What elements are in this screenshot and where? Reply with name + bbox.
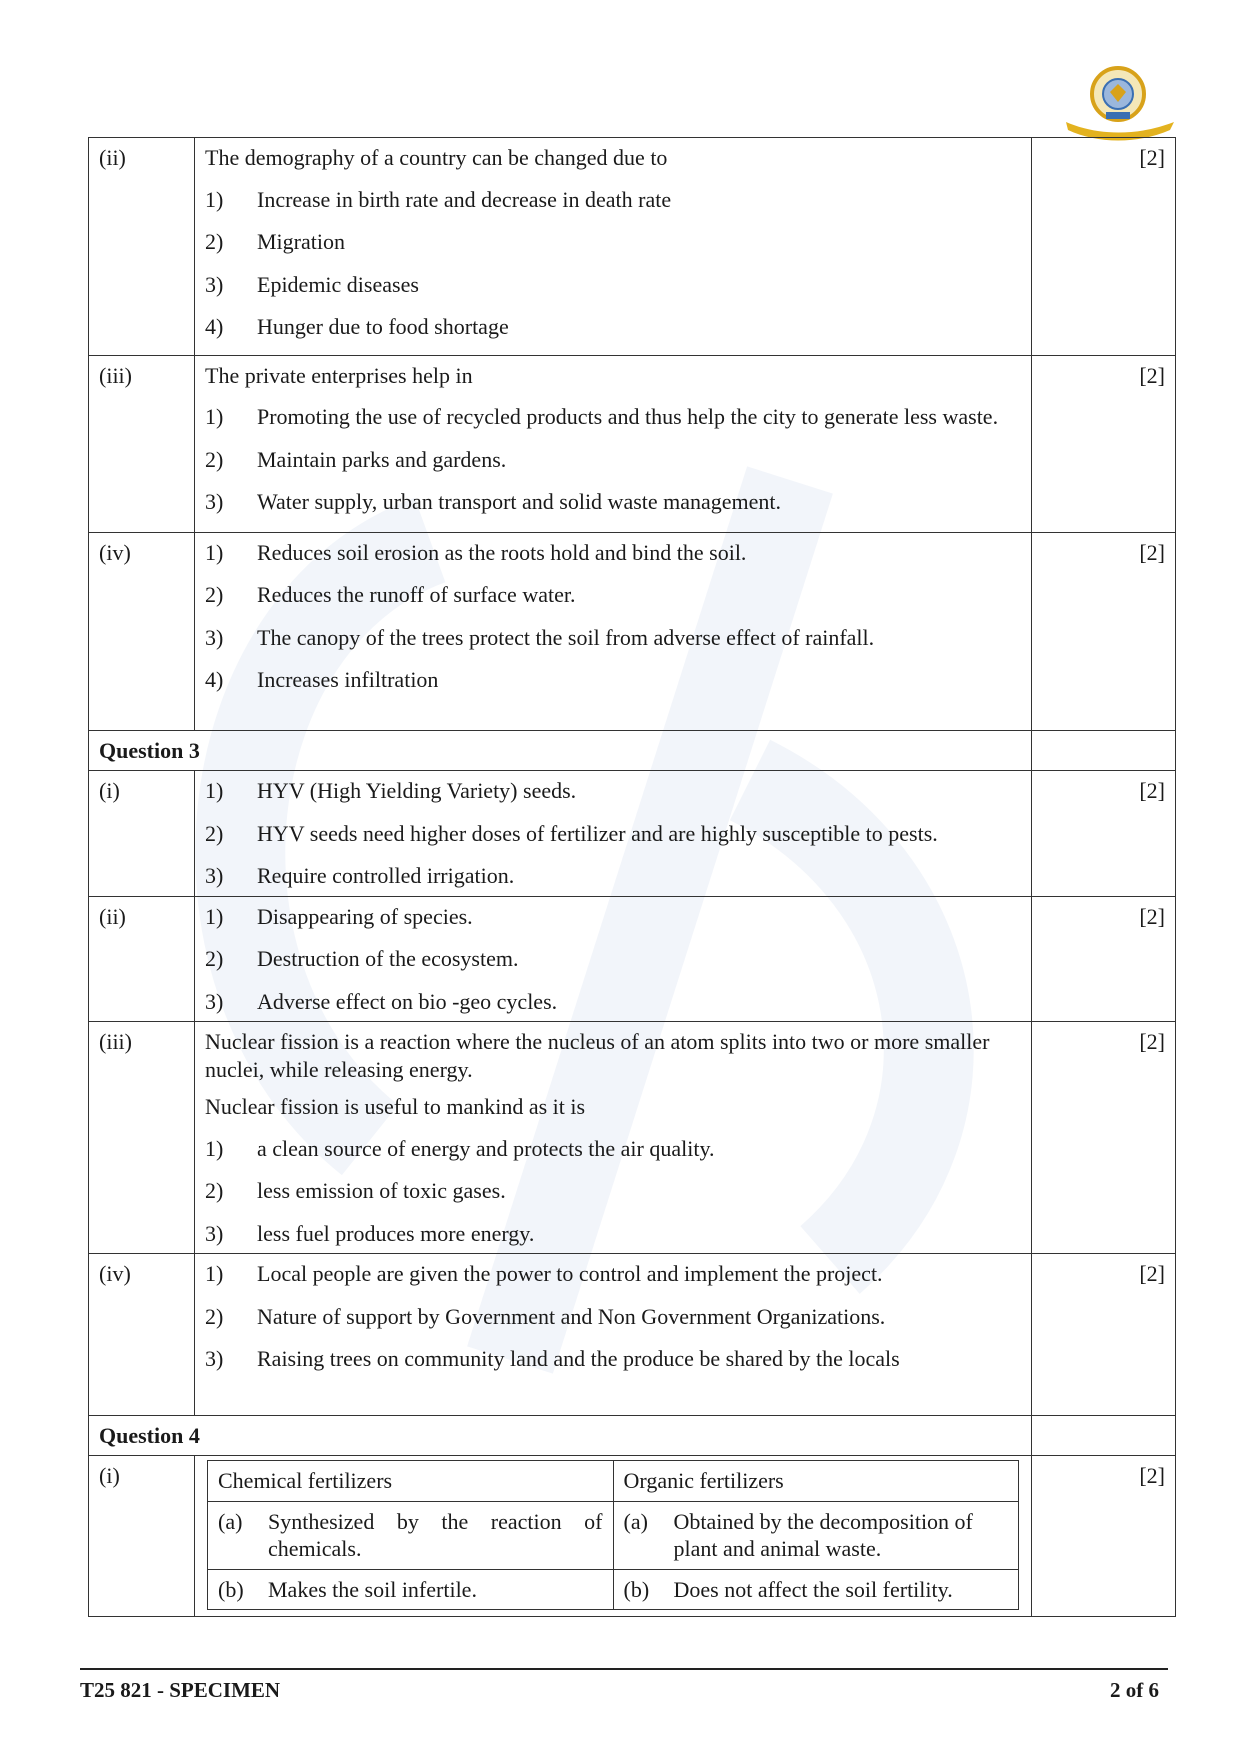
- answer-item: 1) Reduces soil erosion as the roots hold and bind the soil.: [205, 539, 747, 565]
- answer-list: [205, 777, 1021, 890]
- marks: [2]: [1032, 355, 1176, 532]
- answer-row: [89, 1456, 1176, 1617]
- answer-item: 2) Maintain parks and gardens.: [205, 446, 507, 472]
- subquestion-number: (ii): [89, 896, 195, 1022]
- marks: [2]: [1032, 1254, 1176, 1416]
- item-text: Makes the soil infertile.: [268, 1576, 477, 1602]
- subquestion-number: (iii): [89, 1022, 195, 1254]
- comparison-cell: [208, 1569, 614, 1610]
- answer-item: 2) Reduces the runoff of surface water.: [205, 582, 576, 607]
- item-text: Obtained by the decomposition of plant and animal waste.: [673, 1508, 973, 1561]
- answer-row: [89, 1022, 1176, 1254]
- empty-marks-cell: [1032, 1415, 1176, 1456]
- answer-item: 2) Nature of support by Government and Non Government Organizations.: [205, 1303, 886, 1329]
- comparison-row: [208, 1501, 1019, 1569]
- answer-row: [89, 896, 1176, 1022]
- subquestion-number: (iii): [89, 355, 195, 532]
- question-heading-row: [89, 730, 1176, 771]
- cisce-logo: [1058, 58, 1178, 148]
- answer-content: [195, 1254, 1032, 1416]
- answer-item: 1) a clean source of energy and protects the air quality.: [205, 1135, 715, 1161]
- subquestion-number: (ii): [89, 138, 195, 356]
- comparison-cell: [208, 1501, 614, 1569]
- paper-code: T25 821 - SPECIMEN: [80, 1678, 281, 1702]
- answer-item: 4) Increases infiltration: [205, 667, 439, 692]
- answer-item: 3) Require controlled irrigation.: [205, 863, 515, 888]
- answer-item: 3) less fuel produces more energy.: [205, 1220, 535, 1246]
- comparison-cell: [613, 1501, 1019, 1569]
- answer-row: [89, 1254, 1176, 1416]
- answer-item: 1) Local people are given the power to control and implement the project.: [205, 1261, 883, 1286]
- item-label: (a): [623, 1508, 648, 1534]
- answer-content: [195, 771, 1032, 897]
- marks: [2]: [1032, 771, 1176, 897]
- column-header: Chemical fertilizers: [208, 1461, 614, 1502]
- question-heading-row: [89, 1415, 1176, 1456]
- answer-item: 3) Raising trees on community land and the produce be shared by the locals: [205, 1346, 900, 1371]
- answer-content: [195, 1456, 1032, 1617]
- answer-list: [205, 539, 1021, 724]
- column-header: Organic fertilizers: [613, 1461, 1019, 1502]
- subquestion-number: (i): [89, 1456, 195, 1617]
- item-label: (b): [623, 1576, 650, 1602]
- marks: [2]: [1032, 1456, 1176, 1617]
- answer-item: 3) Adverse effect on bio -geo cycles.: [205, 988, 558, 1014]
- answer-item: 3) Epidemic diseases: [205, 271, 419, 297]
- answer-item: 1) Disappearing of species.: [205, 903, 473, 929]
- answer-row: [89, 355, 1176, 532]
- fertilizer-comparison-table: [207, 1460, 1019, 1610]
- answer-stem: The private enterprises help in: [205, 362, 473, 388]
- item-text: Synthesized by the reaction of chemicals.: [268, 1508, 603, 1561]
- subquestion-number: (i): [89, 771, 195, 897]
- answer-stem: Nuclear fission is a reaction where the nucleus of an atom splits into two or more smaller nuclei, while releasing energy.: [205, 1029, 990, 1082]
- answer-content: [195, 1022, 1032, 1254]
- comparison-header-row: [208, 1461, 1019, 1502]
- answer-content: [195, 138, 1032, 356]
- marks: [2]: [1032, 1022, 1176, 1254]
- answer-list: [205, 1260, 1021, 1409]
- answer-content: [195, 355, 1032, 532]
- item-text: Does not affect the soil fertility.: [673, 1576, 953, 1602]
- answer-list: [205, 1135, 1021, 1248]
- question-heading: Question 3: [89, 730, 1032, 771]
- answer-item: 2) HYV seeds need higher doses of fertilizer and are highly susceptible to pests.: [205, 820, 938, 846]
- subquestion-number: (iv): [89, 532, 195, 730]
- answer-list: [205, 903, 1021, 1016]
- answer-item: 4) Hunger due to food shortage: [205, 314, 509, 339]
- answer-row: [89, 138, 1176, 356]
- marking-scheme-table: [88, 137, 1176, 1617]
- marks: [2]: [1032, 896, 1176, 1022]
- item-label: (b): [218, 1576, 244, 1602]
- answer-item: 2) Destruction of the ecosystem.: [205, 946, 519, 971]
- subquestion-number: (iv): [89, 1254, 195, 1416]
- item-label: (a): [218, 1508, 243, 1534]
- empty-marks-cell: [1032, 730, 1176, 771]
- answer-item: 1) Increase in birth rate and decrease in death rate: [205, 186, 672, 212]
- answer-row: [89, 532, 1176, 730]
- answer-row: [89, 771, 1176, 897]
- answer-stem-secondary: Nuclear fission is useful to mankind as it is: [205, 1094, 586, 1119]
- footer-rule: [80, 1668, 1168, 1670]
- answer-item: 2) less emission of toxic gases.: [205, 1178, 506, 1203]
- answer-content: [195, 896, 1032, 1022]
- answer-item: 1) Promoting the use of recycled products and thus help the city to generate less waste.: [205, 404, 999, 429]
- answer-content: [195, 532, 1032, 730]
- page-number: 2 of 6: [1110, 1678, 1159, 1702]
- answer-item: 3) Water supply, urban transport and solid waste management.: [205, 489, 782, 514]
- comparison-row: [208, 1569, 1019, 1610]
- answer-stem: The demography of a country can be changed due to: [205, 145, 668, 170]
- question-heading: Question 4: [89, 1415, 1032, 1456]
- answer-item: 1) HYV (High Yielding Variety) seeds.: [205, 778, 577, 803]
- answer-list: [205, 186, 1021, 349]
- marks: [2]: [1032, 532, 1176, 730]
- answer-list: [205, 403, 1021, 526]
- marks: [2]: [1032, 138, 1176, 356]
- answer-item: 3) The canopy of the trees protect the soil from adverse effect of rainfall.: [205, 624, 875, 650]
- comparison-cell: [613, 1569, 1019, 1610]
- answer-item: 2) Migration: [205, 229, 345, 254]
